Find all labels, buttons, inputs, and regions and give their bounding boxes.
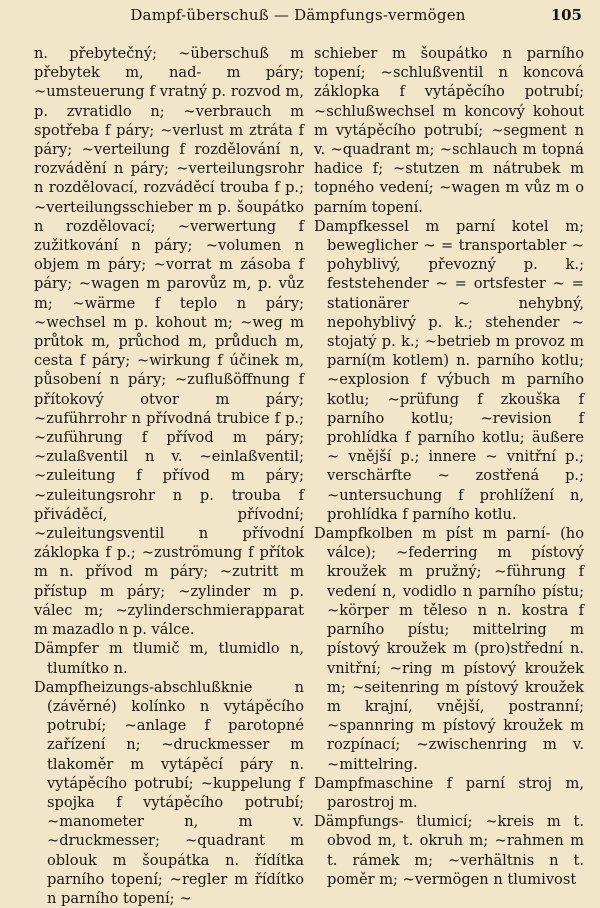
running-head: Dampf-überschuß — Dämpfungs-vermögen — [130, 6, 466, 24]
left-column — [34, 44, 304, 908]
right-column — [314, 44, 584, 889]
entry-daempfer: Dämpfer m tlumič m, tlumidlo n, tlumítko n. — [34, 640, 304, 677]
entry-dampfmaschine: Dampfmaschine f parní stroj m, parostroj m. — [314, 774, 584, 811]
entry-dampfkolben: Dampfkolben m píst m parní- (ho válce); ~federring m pístový kroužek m pružný; ~führung f vedení n, vodidlo n parního pístu; ~körper m těleso n n. kostra f parního pístu; mittelring m pístový kroužek m (pro)střední n. vnitřní; ~ring m pístový kroužek m; ~seitenring m pístový kroužek m krajní, vnější, postranní; ~spannring m pístový kroužek m rozpínací; ~zwischenring m v. ~mittelring. — [314, 525, 584, 773]
entry-dampf-continuation: n. přebytečný; ~überschuß m přebytek m, nad- m páry; ~umsteuerung f vratný p. rozvod m, p. zvratidlo n; ~verbrauch m spotřeba f páry; ~verlust m ztráta f páry; ~verteilung f rozdělování n, rozvádění n páry; ~verteilungsrohr n rozdělovací, rozváděcí trouba f p.; ~verteilungsschieber m p. šoupátko n rozdělovací; ~verwertung f zužitkování n páry; ~volumen n objem m páry; ~vorrat m zásoba f páry; ~wagen m parovůz m, p. vůz m; ~wärme f teplo n páry; ~wechsel m p. kohout m; ~weg m průtok m, průchod m, průduch m, cesta f páry; ~wirkung f účinek m, působení n páry; ~zuflußöffnung f přítokový otvor m páry; ~zuführrohr n přívodná trubice f p.; ~zuführung f přívod m páry; ~zulaßventil n v. ~einlaßventil; ~zuleitung f přívod m páry; ~zuleitungsrohr n p. trouba f přiváděcí, přívodní; ~zuleitungsventil n přívodní záklopka f p.; ~zuströmung f přítok m n. přívod m páry; ~zutritt m přístup m páry; ~zylinder m p. válec m; ~zylinderschmierapparat m mazadlo n p. válce. — [34, 45, 304, 639]
page-number: 105 — [550, 6, 582, 24]
entry-daempfungs: Dämpfungs- tlumicí; ~kreis m t. obvod m, t. okruh m; ~rahmen m t. rámek m; ~verhältnis n t. poměr m; ~vermögen n tlumivost — [314, 813, 584, 888]
entry-dampfheizungs: Dampfheizungs-abschlußknie n (závěrné) kolínko n vytápěcího potrubí; ~anlage f parotopné zařízení n; ~druckmesser m tlakoměr m vytápěcí páry n. vytápěcího potrubí; ~kuppelung f spojka f vytápěcího potrubí; ~manometer n, m v. ~druckmesser; ~quadrant m oblouk m šoupátka n. řídítka parního topení; ~regler m řídítko n parního topení; ~ — [34, 678, 304, 907]
page-header — [0, 6, 600, 30]
entry-dampfkessel: Dampfkessel m parní kotel m; beweglicher ~ = transportabler ~ pohyblivý, převozný p. k.; feststehender ~ = ortsfester ~ = stationärer ~ nehybný, nepohyblivý p. k.; stehender ~ stojatý p. k.; ~betrieb m provoz m parní(m kotlem) n. parního kotlu; ~explosion f výbuch m parního kotlu; ~prüfung f zkouška f parního kotlu; ~revision f prohlídka f parního kotlu; äußere ~ vnější p.; innere ~ vnitřní p.; verschärfte ~ zostřená p.; ~untersuchung f prohlížení n, prohlídka f parního kotlu. — [314, 217, 584, 523]
entry-dampfheizungs-continuation: schieber m šoupátko n parního topení; ~schlußventil n koncová záklopka f vytápěcího potrubí; ~schlußwechsel m koncový kohout m vytápěcího potrubí; ~segment n v. ~quadrant m; ~schlauch m topná hadice f; ~stutzen m nátrubek m topného vedení; ~wagen m vůz m o parním topení. — [314, 45, 584, 216]
